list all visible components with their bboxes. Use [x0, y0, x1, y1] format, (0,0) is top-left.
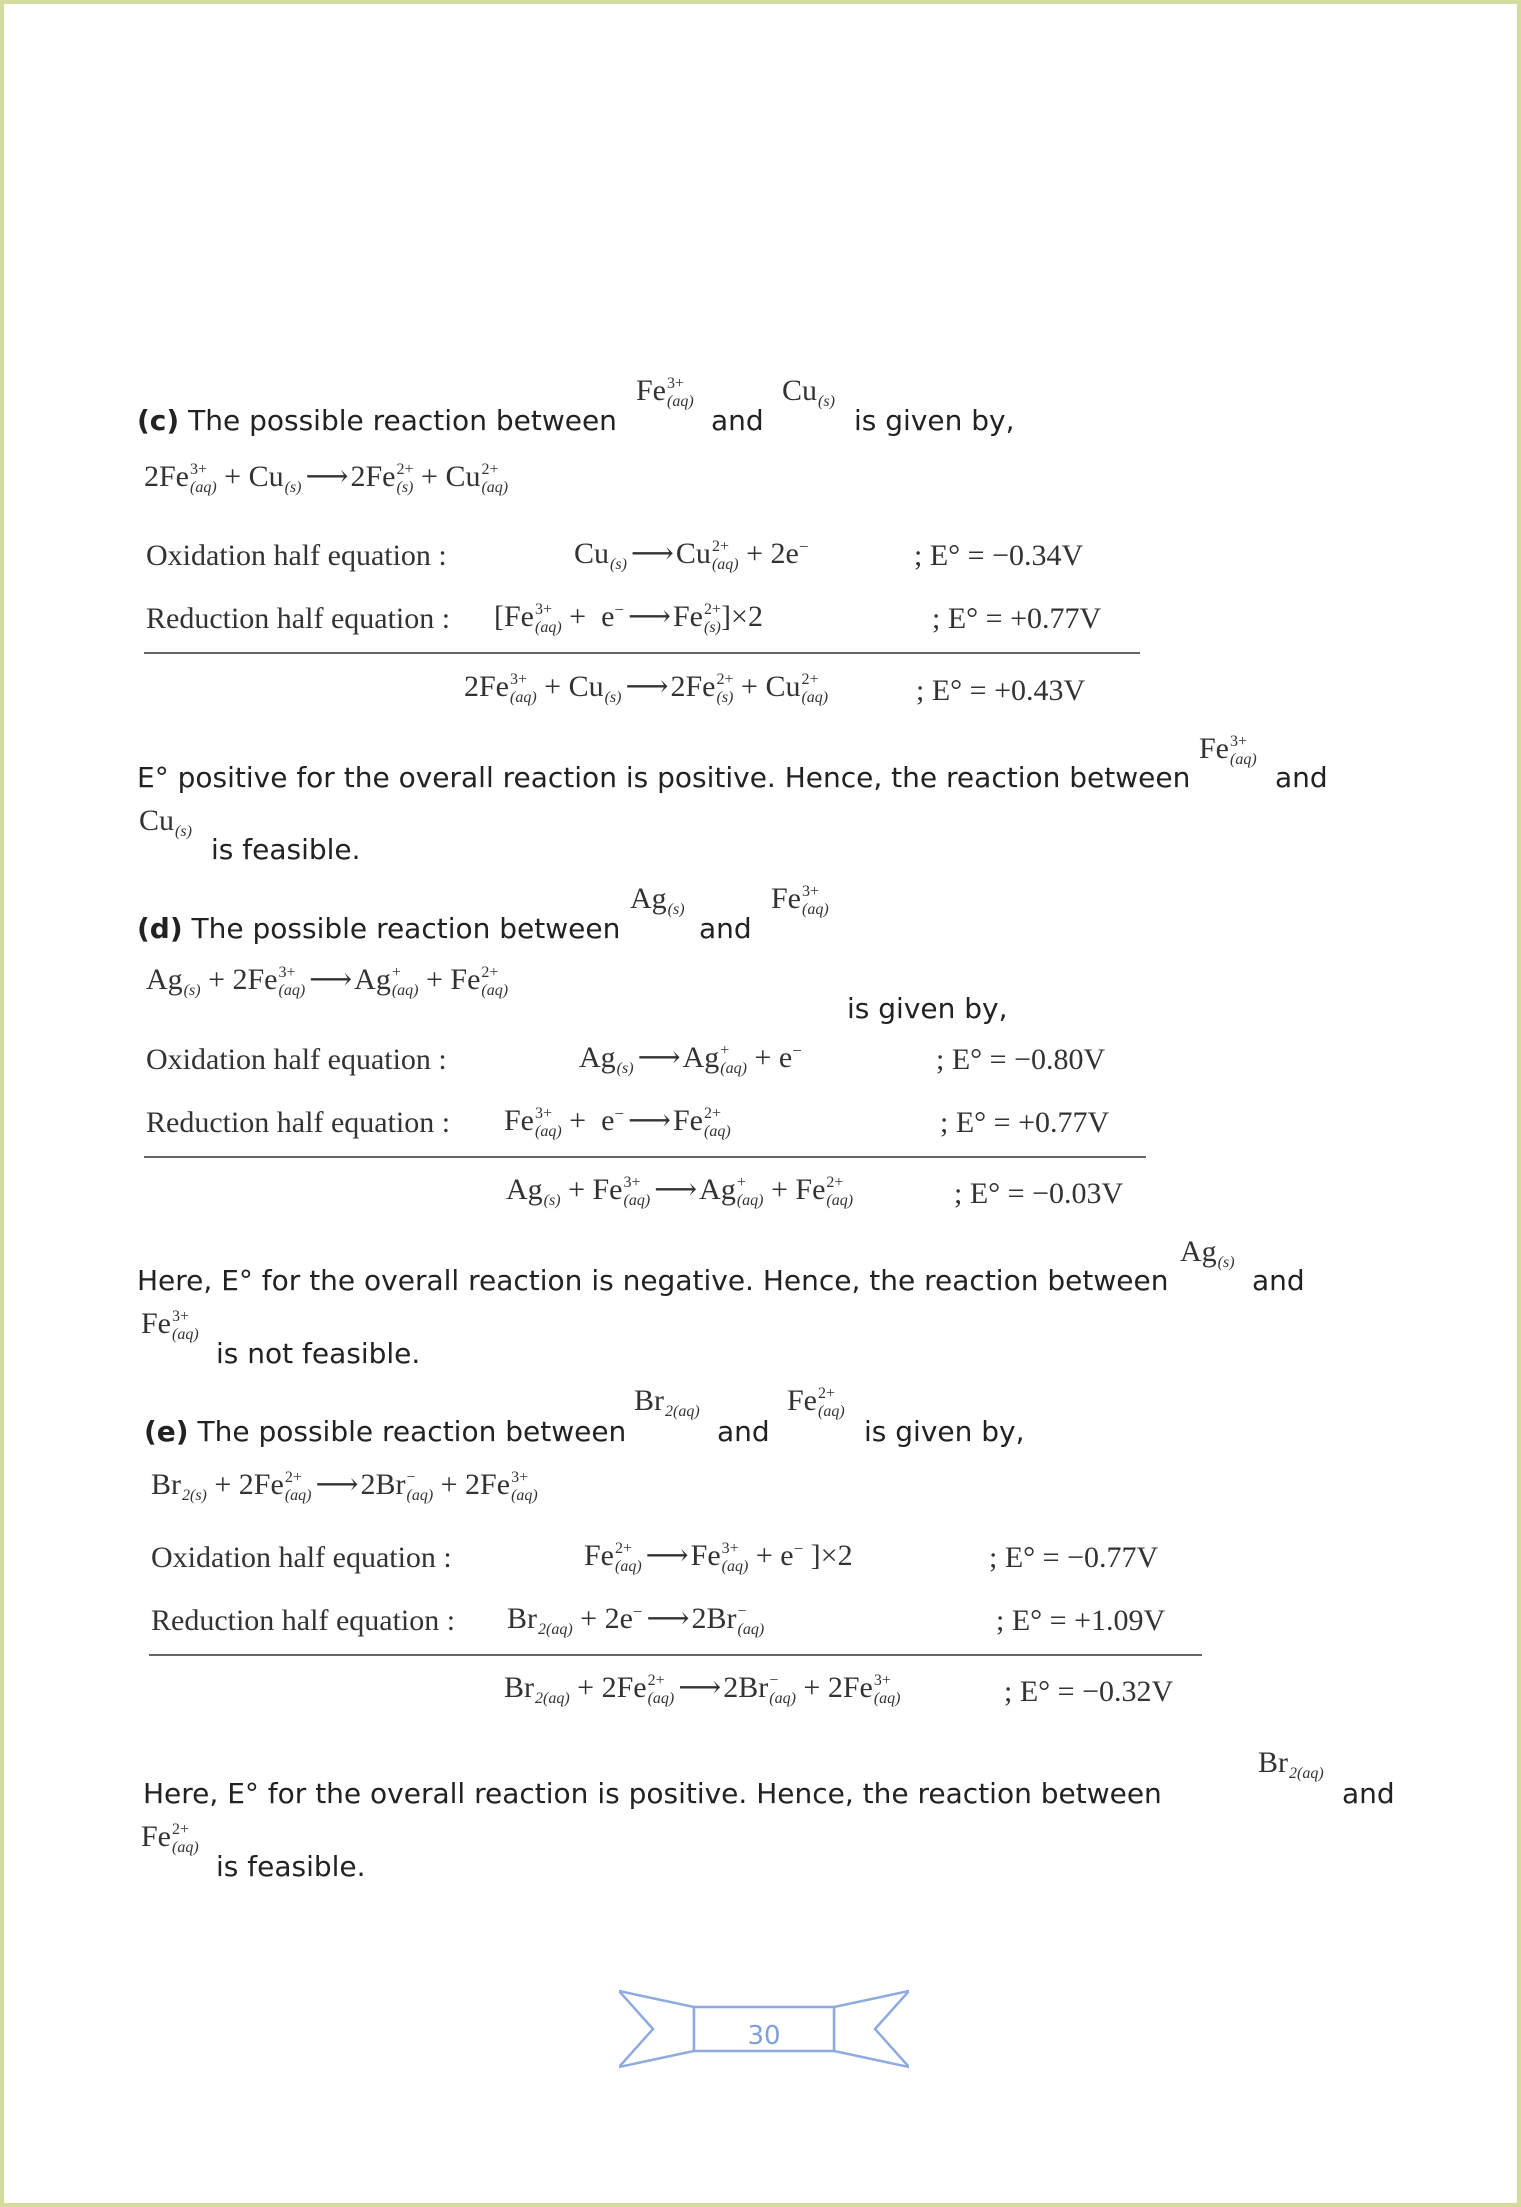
part-e-conclusion-end: is feasible. [216, 1850, 366, 1883]
part-c-conclusion: E° positive for the overall reaction is positive. Hence, the reaction between [137, 761, 1191, 794]
part-d-given-by: is given by, [847, 992, 1008, 1025]
part-d-ox-equation: Ag (s) ⟶ Ag + (aq) + e− [579, 1041, 802, 1078]
species-cu-s: Cu (s) [139, 804, 192, 841]
part-c-ox-equation: Cu (s) ⟶ Cu 2+ (aq) + 2e− [574, 537, 809, 574]
part-c-ox-label: Oxidation half equation : [146, 539, 447, 572]
part-e-sum-rule [149, 1654, 1202, 1656]
species-br2-aq: Br 2(aq) [1258, 1746, 1324, 1783]
part-c-overall-equation: 2Fe 3+ (aq) + Cu (s) ⟶ 2Fe 2+ (s) + Cu 2+ (aq) [464, 670, 829, 707]
part-e-ox-potential: ; E° = −0.77V [989, 1541, 1159, 1574]
part-d-ox-potential: ; E° = −0.80V [936, 1043, 1106, 1076]
species-fe2-aq: Fe 2+ (aq) [141, 1820, 199, 1857]
part-c-red-equation: [Fe 3+ (aq) + e− ⟶ Fe 2+ (s) ]×2 [494, 600, 763, 637]
part-e-red-label: Reduction half equation : [151, 1604, 456, 1637]
part-d-overall-potential: ; E° = −0.03V [954, 1177, 1124, 1210]
part-d-conclusion-end: is not feasible. [216, 1337, 421, 1370]
part-e-overall-equation: Br 2(aq) + 2Fe 2+ (aq) ⟶ 2Br − (aq) + 2Fe 3+ (aq) [504, 1671, 901, 1708]
part-d-overall-equation: Ag (s) + Fe 3+ (aq) ⟶ Ag + (aq) + Fe 2+ (aq) [506, 1173, 854, 1210]
part-c-intro [137, 404, 617, 437]
part-e-conclusion-and: and [1342, 1777, 1395, 1810]
part-e-ox-equation: Fe 2+ (aq) ⟶ Fe 3+ (aq) + e− ]×2 [584, 1539, 853, 1576]
part-e-intro-text: The possible reaction between [197, 1415, 627, 1448]
species-fe3-aq: Fe 3+ (aq) [141, 1307, 199, 1344]
part-c-conclusion-and: and [1275, 761, 1328, 794]
part-d-sum-rule [144, 1156, 1146, 1158]
part-e-reaction: Br 2(s) + 2Fe 2+ (aq) ⟶ 2Br − (aq) + 2Fe 3+ (aq) [151, 1468, 538, 1505]
part-e-given-by: is given by, [864, 1415, 1025, 1448]
species-br2-aq: Br 2(aq) [634, 1384, 700, 1421]
part-c-red-label: Reduction half equation : [146, 602, 451, 635]
part-c-ox-potential: ; E° = −0.34V [914, 539, 1084, 572]
part-e-red-equation: Br 2(aq) + 2e− ⟶ 2Br − (aq) [507, 1602, 765, 1639]
species-fe2-aq: Fe 2+ (aq) [787, 1384, 845, 1421]
species-fe3-aq: Fe 3+ (aq) [771, 882, 829, 919]
part-c-red-potential: ; E° = +0.77V [932, 602, 1102, 635]
part-d-reaction: Ag (s) + 2Fe 3+ (aq) ⟶ Ag + (aq) + Fe 2+ (aq) [146, 963, 509, 1000]
part-c-reaction: 2Fe 3+ (aq) + Cu (s) ⟶ 2Fe 2+ (s) + Cu 2+ (aq) [144, 460, 509, 497]
part-d-and: and [699, 912, 752, 945]
species-cu-s: Cu (s) [782, 374, 835, 411]
part-d-intro-text: The possible reaction between [191, 912, 621, 945]
part-d-conclusion: Here, E° for the overall reaction is negative. Hence, the reaction between [137, 1264, 1169, 1297]
part-e-ox-label: Oxidation half equation : [151, 1541, 452, 1574]
part-d-label: (d) [137, 912, 183, 945]
part-e-red-potential: ; E° = +1.09V [996, 1604, 1166, 1637]
part-e-label: (e) [144, 1415, 189, 1448]
part-d-red-potential: ; E° = +0.77V [940, 1106, 1110, 1139]
part-c-and: and [711, 404, 764, 437]
part-c-label: (c) [137, 404, 180, 437]
species-fe3-aq: Fe 3+ (aq) [1199, 732, 1257, 769]
part-c-intro-text: The possible reaction between [188, 404, 617, 437]
species-ag-s: Ag (s) [630, 882, 685, 919]
species-ag-s: Ag (s) [1180, 1235, 1235, 1272]
part-d-red-equation: Fe 3+ (aq) + e− ⟶ Fe 2+ (aq) [504, 1104, 731, 1141]
part-e-and: and [717, 1415, 770, 1448]
part-e-intro [144, 1415, 626, 1448]
part-c-conclusion-end: is feasible. [211, 833, 361, 866]
part-e-conclusion: Here, E° for the overall reaction is positive. Hence, the reaction between [143, 1777, 1162, 1810]
part-d-intro [137, 912, 620, 945]
part-c-sum-rule [144, 652, 1140, 654]
part-d-conclusion-and: and [1252, 1264, 1305, 1297]
species-fe3-aq: Fe 3+ (aq) [636, 374, 694, 411]
part-d-red-label: Reduction half equation : [146, 1106, 451, 1139]
page-number: 30 [747, 2021, 781, 2051]
part-c-overall-potential: ; E° = +0.43V [916, 674, 1086, 707]
part-d-ox-label: Oxidation half equation : [146, 1043, 447, 1076]
part-c-given-by: is given by, [854, 404, 1015, 437]
part-e-overall-potential: ; E° = −0.32V [1004, 1675, 1174, 1708]
